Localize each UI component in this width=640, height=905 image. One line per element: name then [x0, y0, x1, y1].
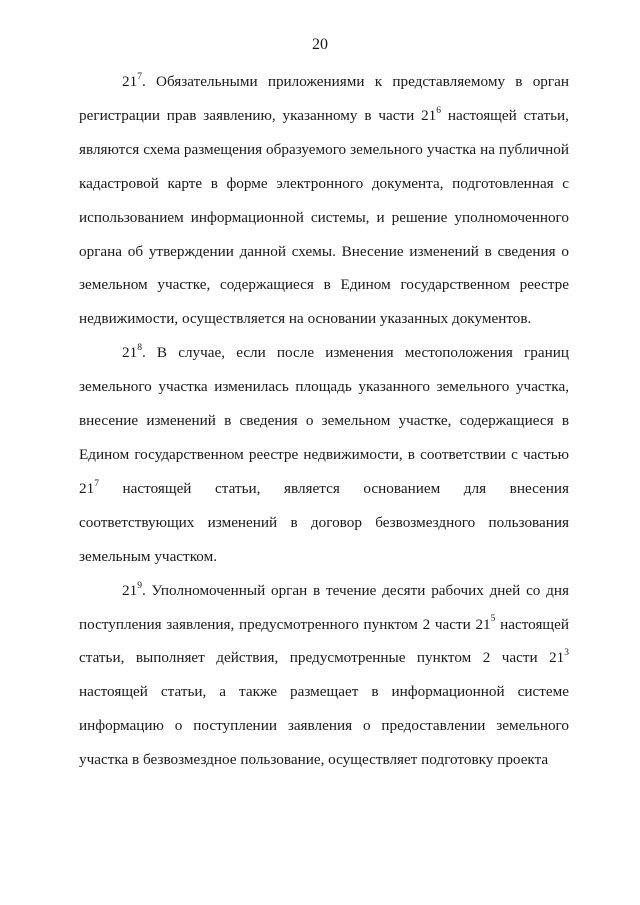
- superscript-ref: 7: [94, 478, 99, 489]
- paragraph-text: настоящей статьи, является основанием для внесения соответствующих изменений в договор безвозмездного пользования земельным участком.: [79, 479, 569, 565]
- clause-number: $21^7$.: [122, 71, 156, 90]
- paragraph-text: Обязательными приложениями к представляемому в орган регистрации прав заявлению, указанному в части 21: [79, 73, 569, 124]
- document-body: [79, 65, 569, 777]
- superscript-ref: 6: [436, 105, 442, 116]
- paragraph-text: настоящей статьи, являются схема размещения образуемого земельного участка на публичной кадастровой карте в форме электронного документа, подготовленная с использованием информационной системы, и решение уполномоченного органа об утверждении данной схемы. Внесение изменений в сведения о земельном участке, содержащиеся в Едином государственном реестре недвижимости, осуществляется на основании указанных документов.: [79, 106, 569, 328]
- superscript-ref: 3: [564, 648, 569, 659]
- clause-number: $21^9$.: [122, 580, 152, 599]
- page-number: 20: [312, 36, 328, 53]
- paragraph-text: настоящей статьи, выполняет действия, предусмотренные пунктом 2 части 21: [79, 615, 569, 667]
- paragraph-21-9: [79, 574, 569, 777]
- paragraph-text: В случае, если после изменения местоположения границ земельного участка изменилась площадь указанного земельного участка, внесение изменений в сведения о земельном участке, содержащиеся в Едином государственном реестре недвижимости, в соответствии с частью 21: [79, 344, 569, 497]
- clause-number: $21^8$.: [122, 343, 157, 362]
- superscript-ref: 5: [490, 614, 496, 625]
- paragraph-text: настоящей статьи, а также размещает в информационной системе информацию о поступлении заявления о предоставлении земельного участка в безвозмездное пользование, осуществляет подготовку проекта: [79, 683, 569, 769]
- paragraph-text: Уполномоченный орган в течение десяти рабочих дней со дня поступления заявления, предусмотренного пунктом 2 части 21: [79, 581, 570, 633]
- paragraph-21-7: [79, 65, 569, 336]
- paragraph-21-8: [79, 336, 569, 573]
